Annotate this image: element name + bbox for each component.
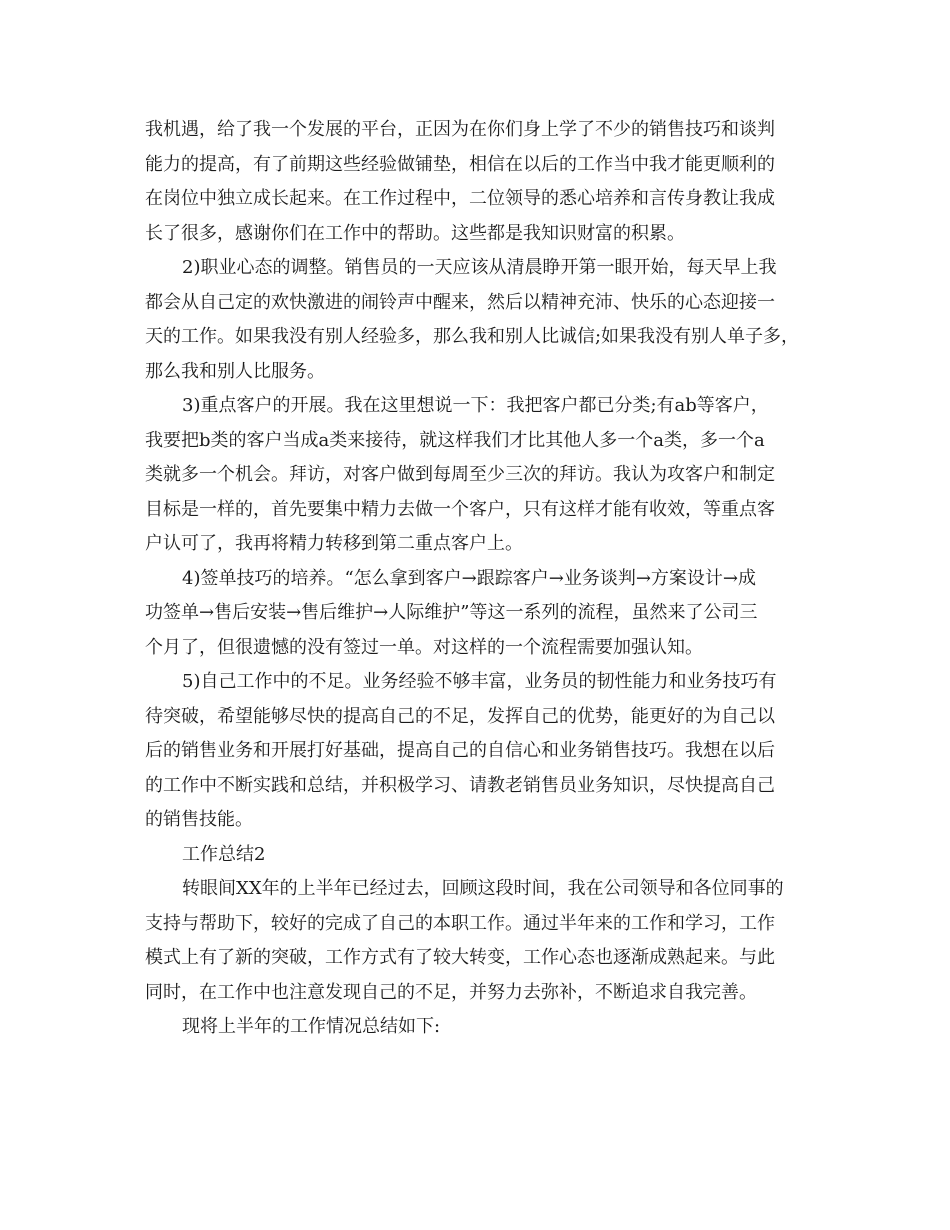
text-line: 天的工作。如果我没有别人经验多，那么我和别人比诚信;如果我没有别人单子多， xyxy=(145,326,800,347)
text-line: 目标是一样的，首先要集中精力去做一个客户，只有这样才能有收效，等重点客 xyxy=(145,498,775,520)
text-line: 待突破，希望能够尽快的提高自己的不足，发挥自己的优势，能更好的为自己以 xyxy=(145,705,775,727)
text-line: 3)重点客户的开展。我在这里想说一下：我把客户都已分类;有ab等客户， xyxy=(182,395,769,416)
text-line: 后的销售业务和开展打好基础，提高自己的自信心和业务销售技巧。我想在以后 xyxy=(145,740,775,761)
text-line: 支持与帮助下，较好的完成了自己的本职工作。通过半年来的工作和学习，工作 xyxy=(145,912,775,934)
text-line: 我要把b类的客户当成a类来接待，就这样我们才比其他人多一个a类，多一个a xyxy=(145,429,765,451)
text-line: 在岗位中独立成长起来。在工作过程中，二位领导的悉心培养和言传身教让我成 xyxy=(145,188,775,209)
text-line: 那么我和别人比服务。 xyxy=(145,360,325,382)
text-line: 5)自己工作中的不足。业务经验不够丰富，业务员的韧性能力和业务技巧有 xyxy=(182,671,777,692)
text-line: 同时，在工作中也注意发现自己的不足，并努力去弥补，不断追求自我完善。 xyxy=(145,981,757,1003)
text-line: 个月了，但很遗憾的没有签过一单。对这样的一个流程需要加强认知。 xyxy=(145,636,703,658)
text-line: 4)签单技巧的培养。“怎么拿到客户→跟踪客户→业务谈判→方案设计→成 xyxy=(182,567,757,589)
text-line: 长了很多，感谢你们在工作中的帮助。这些都是我知识财富的积累。 xyxy=(145,222,685,244)
text-line: 功签单→售后安装→售后维护→人际维护”等这一系列的流程，虽然来了公司三 xyxy=(145,602,758,623)
text-line: 转眼间XX年的上半年已经过去，回顾这段时间，我在公司领导和各位同事的 xyxy=(182,878,784,899)
text-line: 我机遇，给了我一个发展的平台，正因为在你们身上学了不少的销售技巧和谈判 xyxy=(145,119,775,140)
text-line: 都会从自己定的欢快激进的闹铃声中醒来，然后以精神充沛、快乐的心态迎接一 xyxy=(145,291,775,313)
text-line: 的工作中不断实践和总结，并积极学习、请教老销售员业务知识，尽快提高自己 xyxy=(145,774,775,796)
text-line: 户认可了，我再将精力转移到第二重点客户上。 xyxy=(145,533,523,554)
text-line: 的销售技能。 xyxy=(145,809,253,830)
text-line: 工作总结2 xyxy=(182,843,266,865)
text-line: 现将上半年的工作情况总结如下: xyxy=(182,1016,441,1037)
text-line: 2)职业心态的调整。销售员的一天应该从清晨睁开第一眼开始，每天早上我 xyxy=(182,257,777,278)
text-line: 类就多一个机会。拜访，对客户做到每周至少三次的拜访。我认为攻客户和制定 xyxy=(145,464,775,485)
text-line: 模式上有了新的突破，工作方式有了较大转变，工作心态也逐渐成熟起来。与此 xyxy=(145,947,775,968)
text-line: 能力的提高，有了前期这些经验做铺垫，相信在以后的工作当中我才能更顺利的 xyxy=(145,153,775,175)
document-body xyxy=(145,113,817,1045)
